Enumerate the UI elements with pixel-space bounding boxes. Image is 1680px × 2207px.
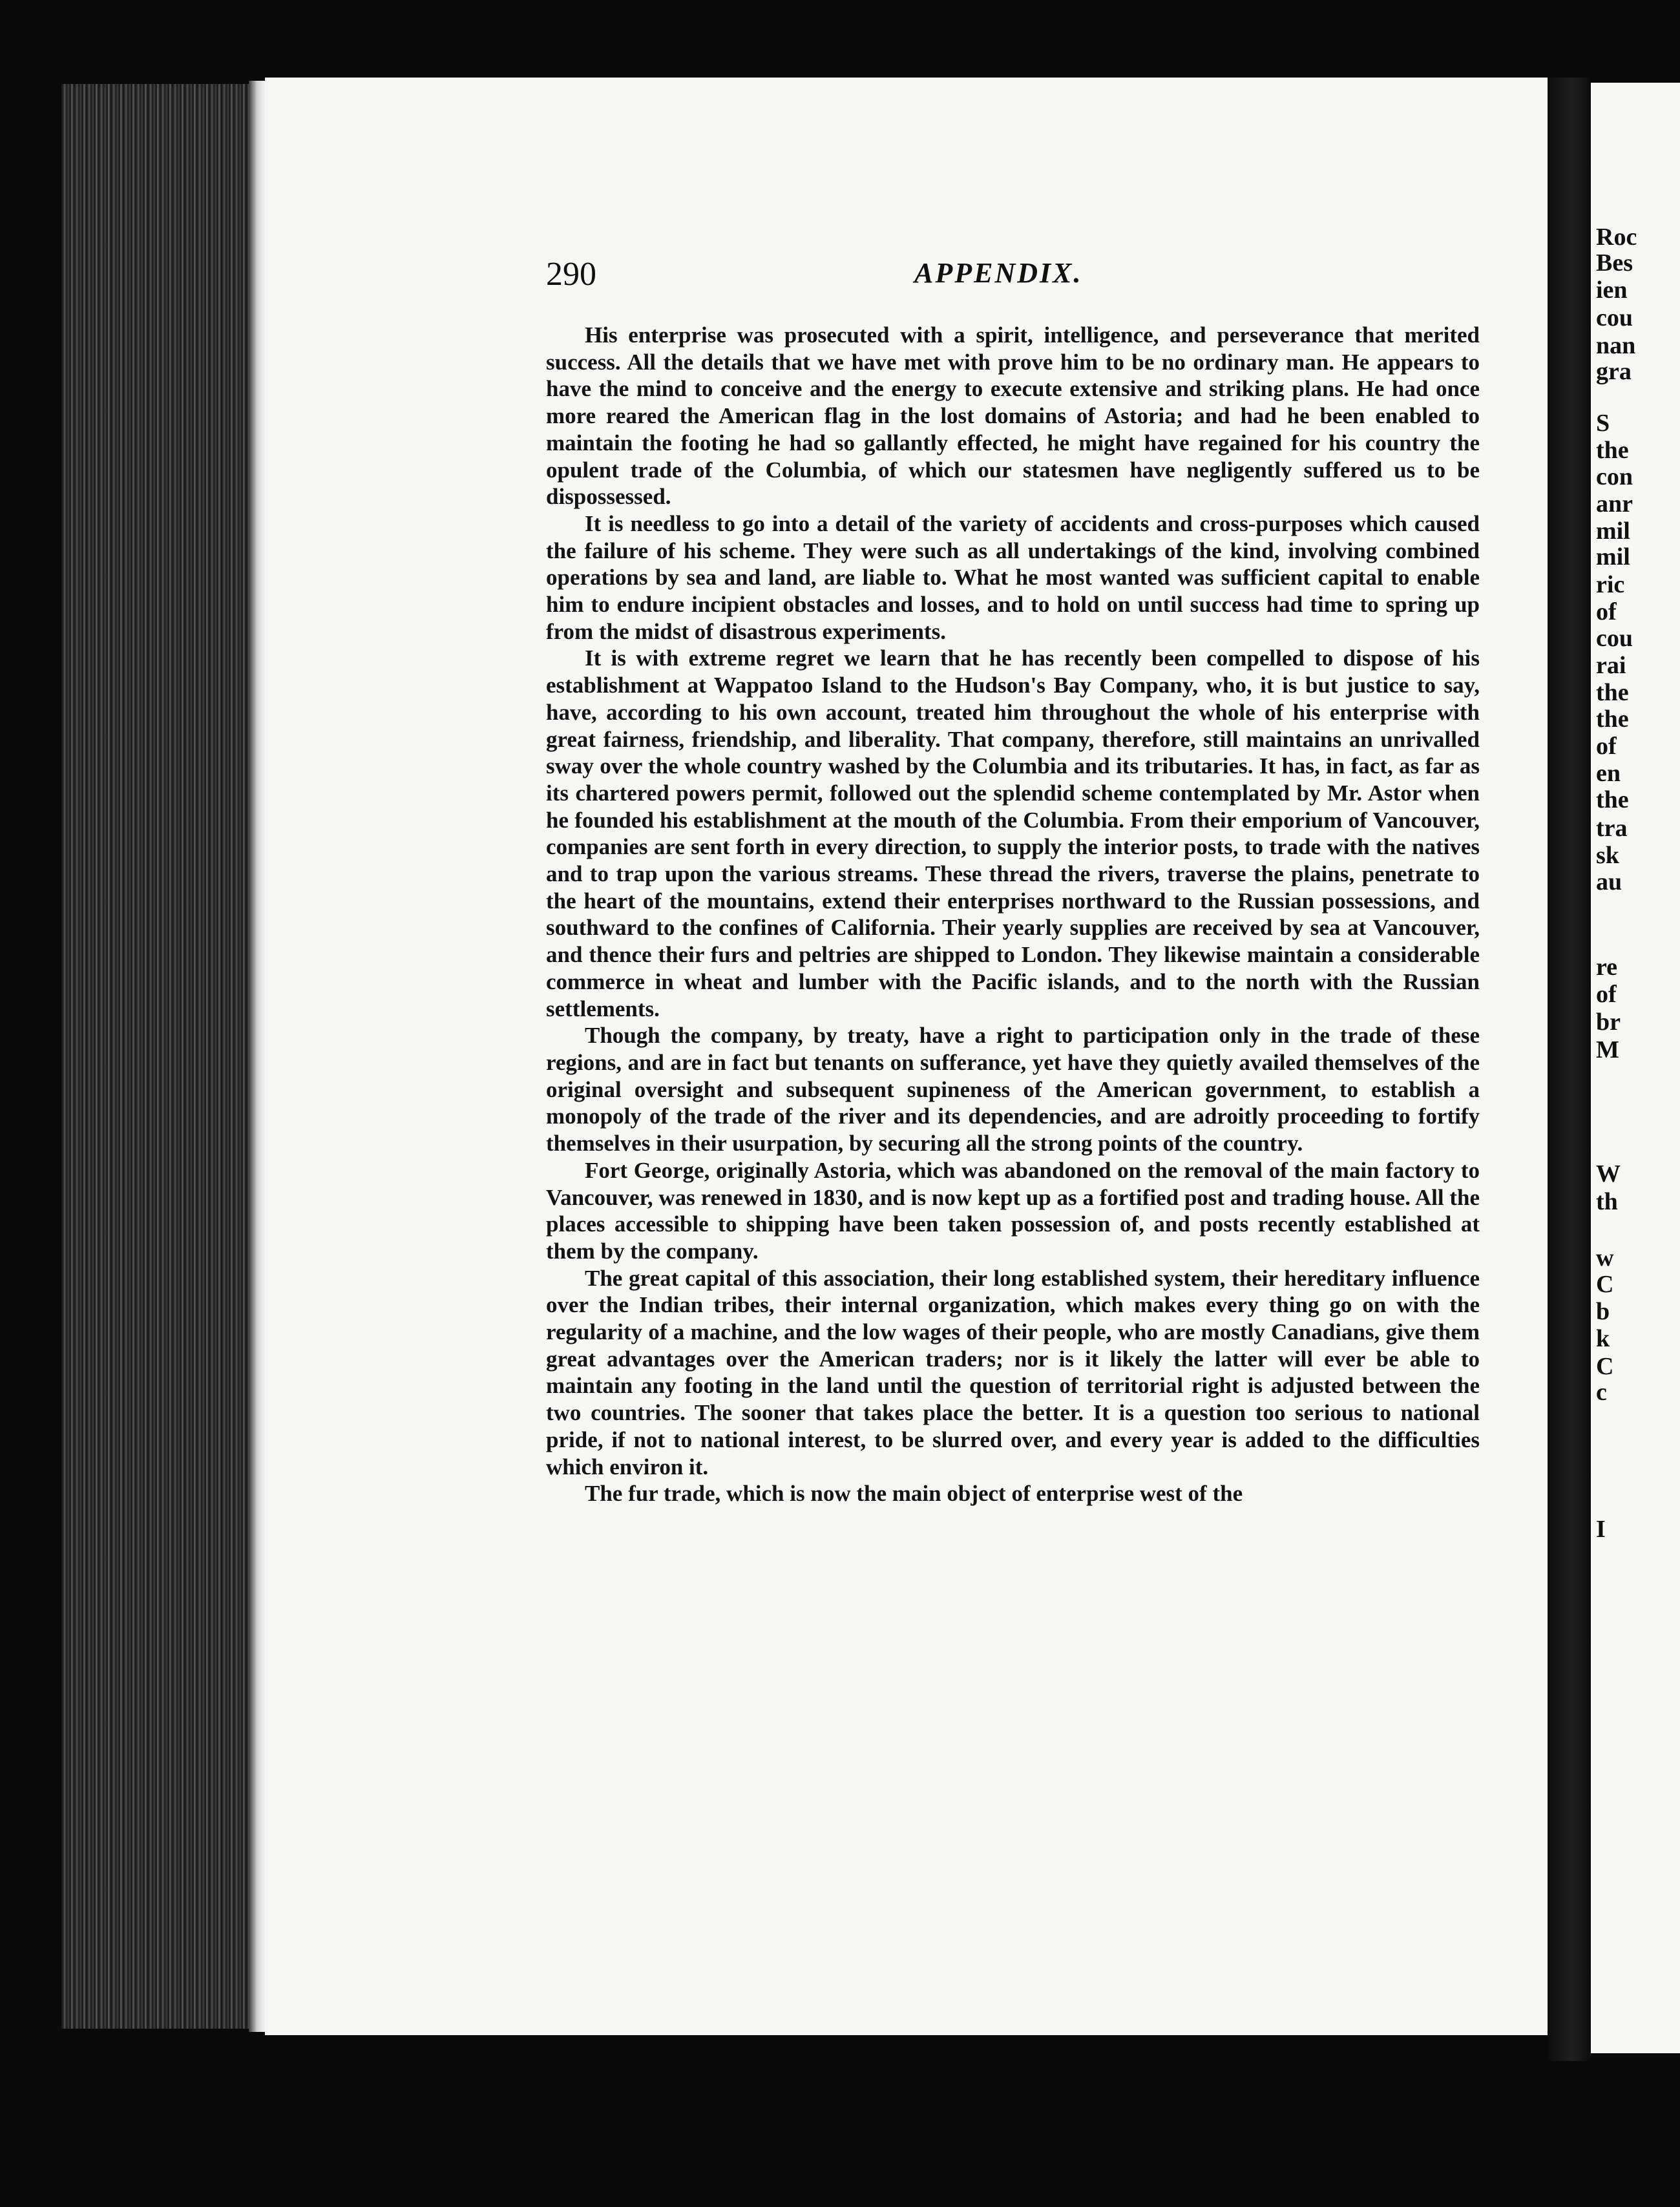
paragraph: His enterprise was prosecuted with a spirit, intelligence, and perseverance that merited success. All the details that we have met with prove him to be no ordinary man. He appears to have the mind to conceive and the energy to execute extensive and striking plans. He had once more reared the American flag in the lost domains of Astoria; and had he been enabled to maintain the footing he had so gallantly effected, he might have regained for his country the opulent trade of the Columbia, of which our statesmen have negligently suffered us to be dispossessed. <box>546 322 1480 510</box>
paragraph: The fur trade, which is now the main object of enterprise west of the <box>585 1481 1243 1507</box>
facing-page-line: en <box>1596 760 1621 787</box>
facing-page-line: br <box>1596 1009 1621 1036</box>
body-text <box>546 322 1480 1507</box>
facing-page-line: th <box>1596 1188 1618 1215</box>
paragraph: It is with extreme regret we learn that he has recently been compelled to dispose of his establishment at Wappatoo Island to the Hudson's Bay Company, who, it is but justice to say, have, according to his own account, treated him throughout the whole of his enterprise with great fairness, friendship, and liberality. That company, therefore, still maintains an unrivalled sway over the whole country washed by the Columbia and its tributaries. It has, in fact, as far as its chartered powers permit, followed out the splendid scheme contemplated by Mr. Astor when he founded his establishment at the mouth of the Columbia. From their emporium of Vancouver, companies are sent forth in every direction, to supply the interior posts, to trade with the natives and to trap upon the various streams. These thread the rivers, traverse the plains, penetrate to the heart of the mountains, extend their enterprises northward to the Russian possessions, and southward to the confines of California. Their yearly supplies are received by sea at Vancouver, and thence their furs and peltries are shipped to London. They likewise maintain a considerable commerce in wheat and lumber with the Pacific islands, and to the north with the Russian settlements. <box>546 645 1480 1021</box>
facing-page-line: of <box>1596 598 1617 625</box>
facing-page-line: au <box>1596 868 1622 895</box>
facing-page-line: S <box>1596 410 1610 437</box>
facing-page-line: the <box>1596 786 1629 813</box>
page-number: 290 <box>546 256 596 293</box>
paragraph: Though the company, by treaty, have a right to participation only in the trade of these regions, and are in fact but tenants on sufferance, yet have they quietly availed themselves of the original oversight and subsequent supineness of the American government, to establish a monopoly of the trade of the river and its dependencies, and are adroitly proceeding to fortify themselves in their usurpation, by securing all the strong points of the country. <box>546 1023 1480 1156</box>
facing-page-line: M <box>1596 1036 1619 1063</box>
facing-page-line: ric <box>1596 571 1625 598</box>
facing-page-line: con <box>1596 463 1633 490</box>
facing-page-line: of <box>1596 981 1617 1008</box>
facing-page-line: rai <box>1596 652 1626 679</box>
facing-page-line: gra <box>1596 358 1632 385</box>
facing-page-line: mil <box>1596 543 1630 570</box>
facing-page-line: cou <box>1596 625 1633 652</box>
facing-page-line: ien <box>1596 277 1628 304</box>
facing-page-line: c <box>1596 1379 1607 1406</box>
page-stack-edge <box>249 81 265 2032</box>
facing-page-line: of <box>1596 733 1617 760</box>
paragraph: The great capital of this association, their long established system, their hereditary influence over the Indian tribes, their internal organization, which makes every thing go on with the regularity of a machine, and the low wages of their people, who are mostly Canadians, give them great advantages over the American traders; nor is it likely the latter will ever be able to maintain any footing in the land until the question of territorial right is adjusted between the two countries. The sooner that takes place the better. It is a question too serious to national pride, if not to national interest, to be slurred over, and every year is added to the difficulties which environ it. <box>546 1265 1480 1480</box>
binding-gutter <box>1548 78 1590 2061</box>
facing-page-line: cou <box>1596 304 1633 331</box>
facing-page-line: the <box>1596 679 1629 706</box>
facing-page-line: C <box>1596 1271 1614 1298</box>
facing-page-line: C <box>1596 1353 1614 1380</box>
paragraph: Fort George, originally Astoria, which was abandoned on the removal of the main factory to Vancouver, was renewed in 1830, and is now kept up as a fortified post and trading house. All the places accessible to shipping have been taken possession of, and posts recently established at them by the company. <box>546 1157 1480 1264</box>
paragraph: It is needless to go into a detail of the variety of accidents and cross-purposes which caused the failure of his scheme. They were such as all undertakings of the kind, involving combined operations by sea and land, are liable to. What he most wanted was sufficient capital to enable him to endure incipient obstacles and losses, and to hold on until success had time to spring up from the midst of disastrous experiments. <box>546 510 1480 644</box>
facing-page-line: tra <box>1596 815 1628 842</box>
facing-page-line: b <box>1596 1298 1610 1325</box>
running-head: APPENDIX. <box>914 257 1083 289</box>
facing-page-line: Roc <box>1596 224 1637 251</box>
facing-page-line: re <box>1596 954 1618 981</box>
facing-page-line: anr <box>1596 490 1633 518</box>
facing-page-line: mil <box>1596 518 1630 545</box>
page-header <box>546 255 1476 294</box>
facing-page-line: k <box>1596 1325 1610 1352</box>
facing-page-line: Bes <box>1596 249 1633 277</box>
book-spine-edge <box>61 84 255 2029</box>
facing-page-line: the <box>1596 706 1629 733</box>
facing-page-line: the <box>1596 437 1629 464</box>
facing-page <box>1591 83 1680 2053</box>
facing-page-line: I <box>1596 1516 1606 1543</box>
facing-page-line: w <box>1596 1244 1614 1271</box>
facing-page-line: nan <box>1596 332 1636 359</box>
facing-page-line: sk <box>1596 842 1619 869</box>
facing-page-line: W <box>1596 1160 1621 1187</box>
